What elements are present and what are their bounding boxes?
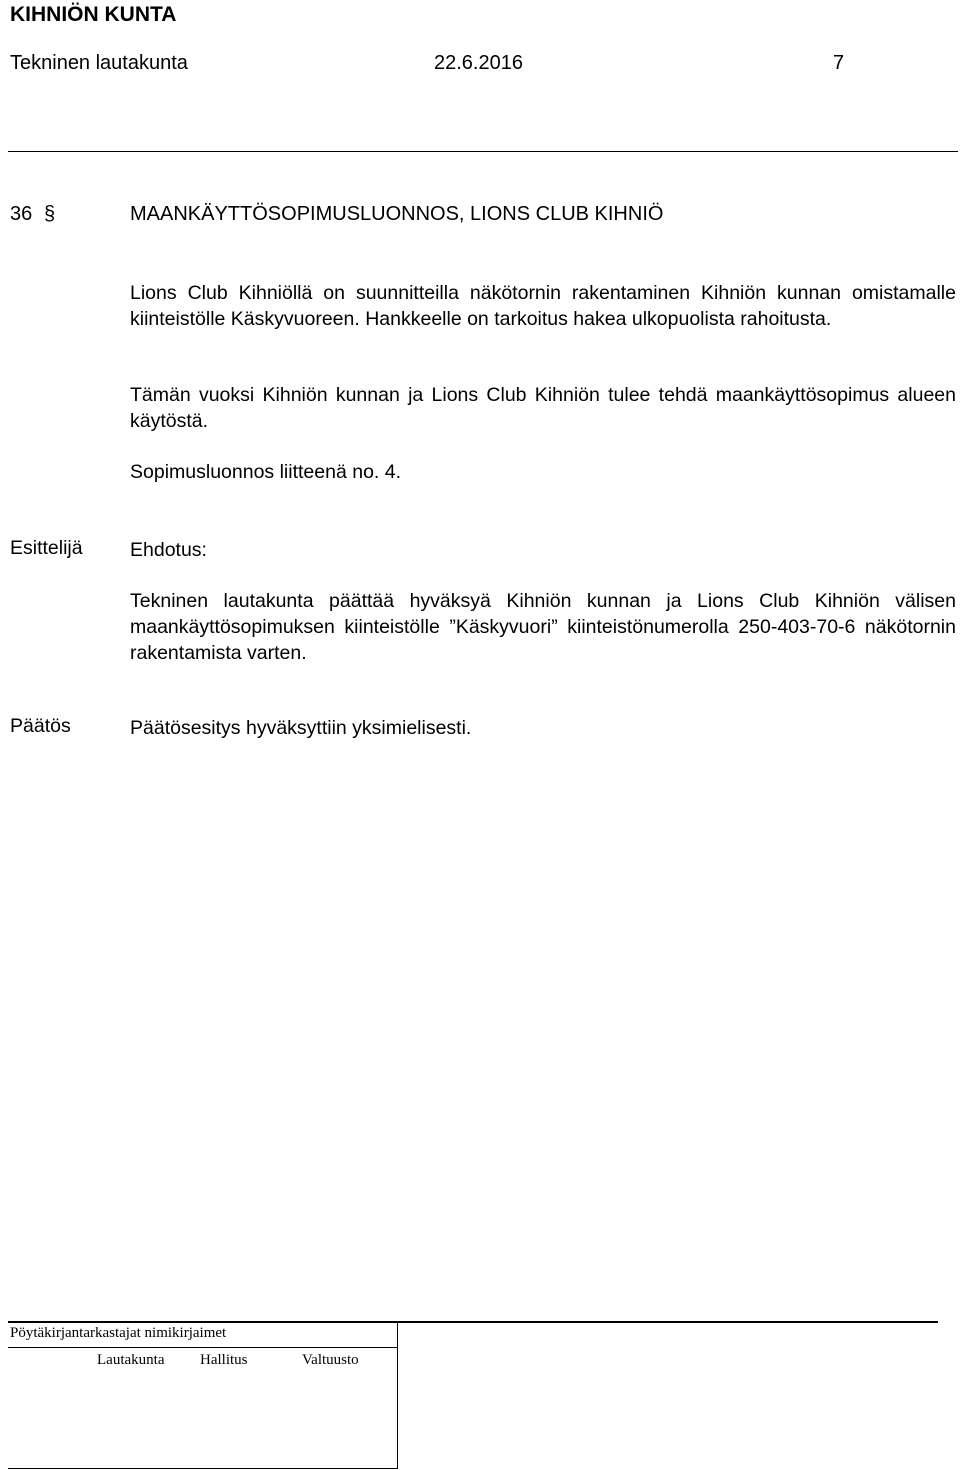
footer-bottom-rule (8, 1468, 398, 1469)
footer-col-lautakunta: Lautakunta (97, 1352, 165, 1368)
body-paragraph-3: Sopimusluonnos liitteenä no. 4. (130, 461, 402, 483)
organization-name: KIHNIÖN KUNTA (10, 3, 177, 26)
header-divider (8, 151, 958, 152)
meeting-date: 22.6.2016 (434, 52, 523, 74)
page-number: 7 (833, 52, 845, 74)
decision-label: Päätös (10, 715, 71, 737)
footer-mid-rule (8, 1347, 398, 1348)
proposal-text: Tekninen lautakunta päättää hyväksyä Kihniön kunnan ja Lions Club Kihniön välisen maankäyttösopimuksen kiinteistölle ”Käskyvuori” kiinteistönumerolla 250-403-70-6 näkötornin rakentamista varten. (130, 590, 956, 664)
footer-col-valtuusto: Valtuusto (302, 1352, 359, 1368)
board-name: Tekninen lautakunta (10, 52, 188, 74)
signatures-label: Pöytäkirjantarkastajat nimikirjaimet (10, 1325, 227, 1341)
footer-vertical-rule (397, 1321, 398, 1469)
proposal-heading: Ehdotus: (130, 539, 207, 561)
section-symbol: § (44, 203, 56, 225)
presenter-label: Esittelijä (10, 537, 83, 559)
section-number: 36 (10, 203, 33, 225)
body-paragraph-2: Tämän vuoksi Kihniön kunnan ja Lions Club Kihniön tulee tehdä maankäyttösopimus alueen käytöstä. (130, 384, 956, 432)
footer-col-hallitus: Hallitus (200, 1352, 248, 1368)
body-paragraph-1: Lions Club Kihniöllä on suunnitteilla näkötornin rakentaminen Kihniön kunnan omistamalle kiinteistölle Käskyvuoreen. Hankkeelle on tarkoitus hakea ulkopuolista rahoitusta. (130, 282, 956, 330)
section-title: MAANKÄYTTÖSOPIMUSLUONNOS, LIONS CLUB KIHNIÖ (130, 203, 664, 225)
decision-text: Päätösesitys hyväksyttiin yksimielisesti. (130, 717, 472, 739)
footer-top-rule (8, 1321, 938, 1323)
